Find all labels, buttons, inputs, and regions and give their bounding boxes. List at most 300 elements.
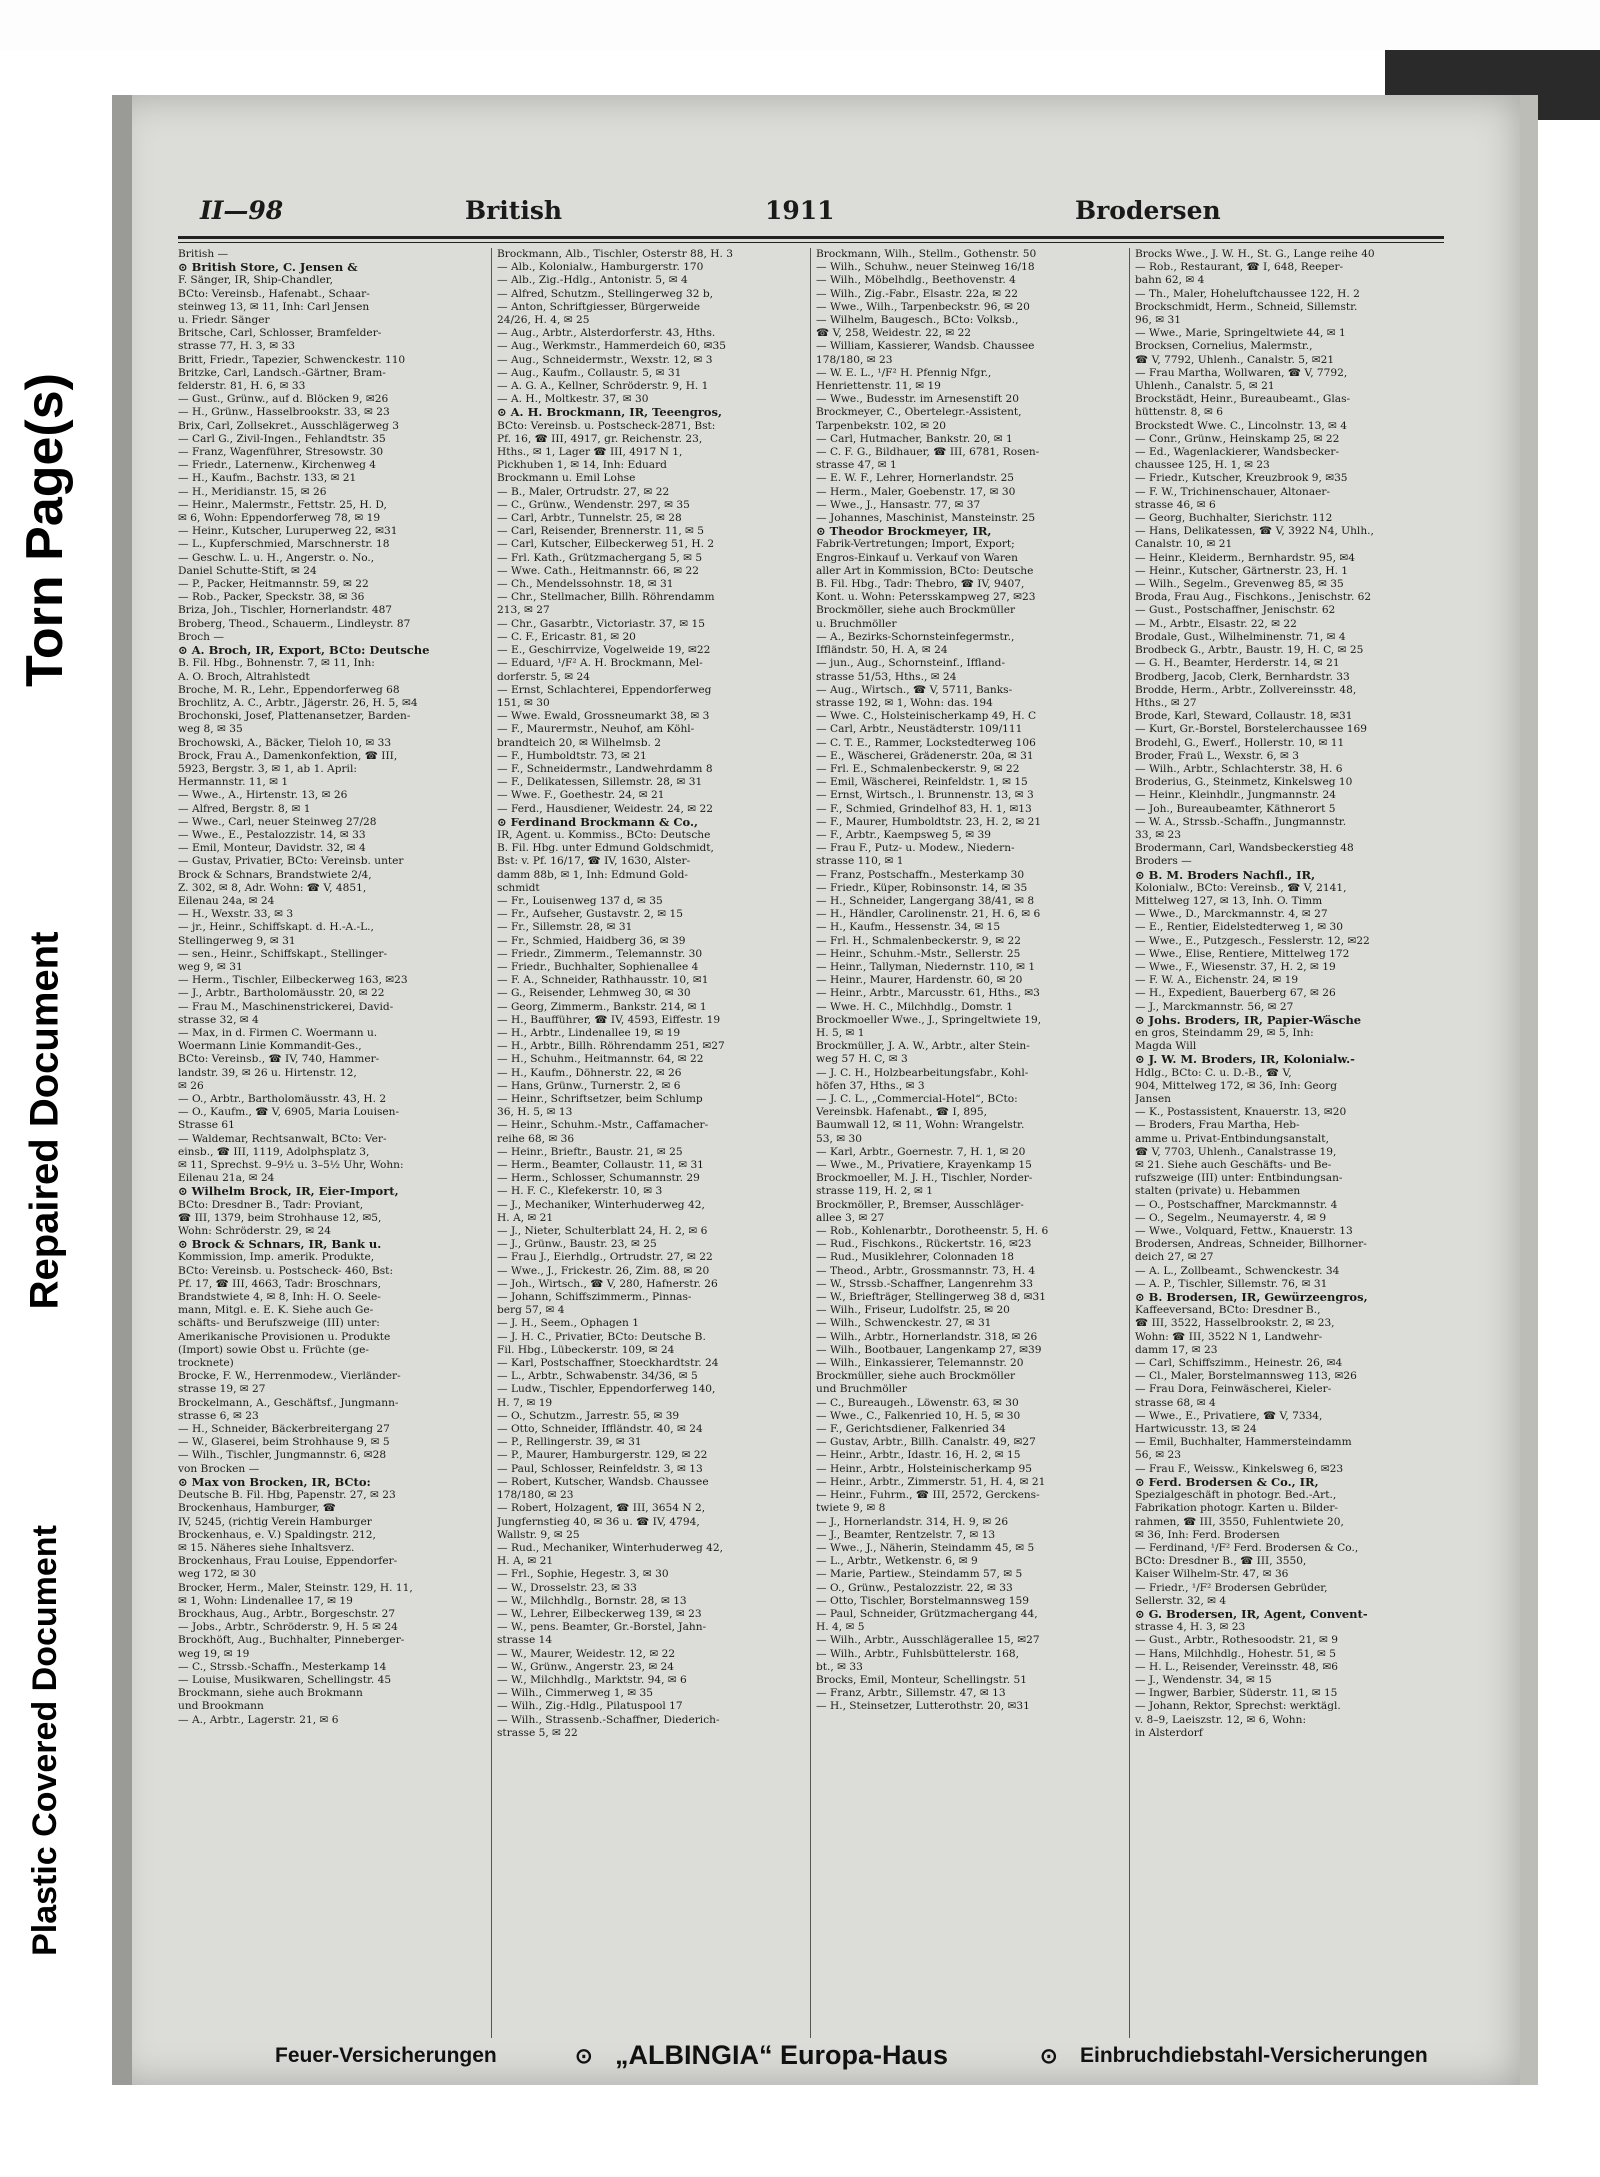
directory-entry-line: H. 5, ✉ 1 bbox=[816, 1026, 865, 1039]
directory-entry-line: Brockmann, Wilh., Stellm., Gothenstr. 50 bbox=[816, 248, 1037, 260]
directory-entry-line: — Hans, Delikatessen, ☎ V, 3922 N4, Uhlh., bbox=[1135, 525, 1374, 538]
directory-entry-line: — O., Schutzm., Jarrestr. 55, ✉ 39 bbox=[497, 1409, 680, 1422]
directory-entry-line: Henriettenstr. 11, ✉ 19 bbox=[816, 380, 941, 393]
directory-entry-line: — W. E. L., ¹/F² H. Pfennig Nfgr., bbox=[816, 366, 992, 379]
directory-entry-line: — H., Kaufm., Bachstr. 133, ✉ 21 bbox=[178, 472, 357, 485]
directory-entry-line: Brock, Frau A., Damenkonfektion, ☎ III, bbox=[178, 749, 398, 762]
directory-entry-line: — P., Packer, Heitmannstr. 59, ✉ 22 bbox=[178, 578, 369, 591]
directory-entry-line: Broberg, Theod., Schauerm., Lindleystr. 87 bbox=[178, 617, 411, 630]
directory-entry-line: — H., Kaufm., Döhnerstr. 22, ✉ 26 bbox=[497, 1066, 682, 1079]
directory-entry-line: landstr. 39, ✉ 26 u. Hirtenstr. 12, bbox=[178, 1066, 357, 1079]
directory-entry-line: 151, ✉ 30 bbox=[497, 696, 550, 709]
directory-entry-line: strasse 14 bbox=[497, 1634, 553, 1647]
directory-entry-line: — Hans, Milchhdlg., Hohestr. 51, ✉ 5 bbox=[1135, 1647, 1337, 1660]
footer-divider-icon: ⊙ bbox=[1040, 2045, 1058, 2068]
directory-entry-line: — E. W. F., Lehrer, Hornerlandstr. 25 bbox=[816, 472, 1015, 485]
directory-entry-line: — Wilh., Möbelhdlg., Beethovenstr. 4 bbox=[816, 274, 1016, 287]
directory-entry-line: Brandstwiete 4, ✉ 8, Inh: H. O. Seele- bbox=[178, 1291, 381, 1304]
directory-entry-line: — Heinr., Schuhm.-Mstr., Sellerstr. 25 bbox=[816, 947, 1021, 960]
directory-entry-line: weg 172, ✉ 30 bbox=[178, 1568, 257, 1581]
directory-entry-line: aller Art in Kommission, BCto: Deutsche bbox=[816, 564, 1034, 577]
directory-entry-line: — J. H. C., Privatier, BCto: Deutsche B. bbox=[497, 1330, 706, 1343]
directory-entry-line: — Franz, Wagenführer, Stresowstr. 30 bbox=[178, 446, 384, 459]
directory-entry-line: — Johann, Rektor, Sprechst: werktägl. bbox=[1135, 1700, 1341, 1713]
directory-entry-line: weg 19, ✉ 19 bbox=[178, 1647, 250, 1660]
directory-entry-line: — J., Marckmannstr. 56, ✉ 27 bbox=[1135, 1000, 1294, 1013]
directory-entry-line: — Paul, Schneider, Grützmachergang 44, bbox=[816, 1607, 1038, 1620]
directory-entry-line: schmidt bbox=[497, 881, 540, 894]
directory-entry-line: — Heinr., Maurer, Hardenstr. 60, ✉ 20 bbox=[816, 974, 1023, 987]
directory-entry-line: — Wwe., Volquard, Fettw., Knauerstr. 13 bbox=[1135, 1225, 1353, 1238]
directory-entry-line: — M., Arbtr., Elsastr. 22, ✉ 22 bbox=[1135, 617, 1297, 630]
condition-label-repaired bbox=[0, 840, 90, 1400]
directory-entry-line: — Wilh., Zig.-Hdlg., Pilatuspool 17 bbox=[497, 1700, 683, 1713]
directory-entry-line: — Wwe., J., Hansastr. 77, ✉ 37 bbox=[816, 498, 981, 511]
directory-entry-line: ⊙ Brock & Schnars, IR, Bank u. bbox=[178, 1238, 382, 1252]
directory-entry-line: weg 8, ✉ 35 bbox=[178, 723, 243, 736]
directory-entry-line: BCto: Dresdner B., Tadr: Proviant, bbox=[178, 1198, 364, 1211]
scan-top-margin bbox=[0, 0, 1600, 50]
directory-entry-line: ⊙ Theodor Brockmeyer, IR, bbox=[816, 525, 992, 539]
directory-entry-line: Magda Will bbox=[1135, 1040, 1197, 1053]
directory-entry-line: — sen., Heinr., Schiffskapt., Stellinger- bbox=[178, 947, 388, 960]
directory-entry-line: — Hans, Grünw., Turnerstr. 2, ✉ 6 bbox=[497, 1079, 681, 1092]
directory-entry-line: — Wwe. C., Holsteinischerkamp 49, H. C bbox=[816, 710, 1037, 723]
directory-entry-line: — Alfred, Schutzm., Stellingerweg 32 b, bbox=[497, 287, 713, 300]
directory-entry-line: ✉ 11, Sprechst. 9–9½ u. 3–5½ Uhr, Wohn: bbox=[178, 1159, 404, 1172]
page-edge bbox=[1520, 95, 1538, 2085]
directory-entry-line: ⊙ Max von Brocken, IR, BCto: bbox=[178, 1475, 371, 1489]
directory-entry-line: — J., Nieter, Schulterblatt 24, H. 2, ✉ 6 bbox=[497, 1225, 708, 1238]
directory-entry-line: Brochlitz, A. C., Arbtr., Jägerstr. 26, H. 5, ✉4 bbox=[178, 696, 418, 709]
directory-entry-line: — Rob., Packer, Speckstr. 38, ✉ 36 bbox=[178, 591, 365, 604]
directory-entry-line: ⊙ B. M. Broders Nachfl., IR, bbox=[1135, 868, 1316, 882]
directory-entry-line: A. O. Broch, Altrahlstedt bbox=[178, 670, 310, 683]
directory-entry-line: Canalstr. 10, ✉ 21 bbox=[1135, 538, 1233, 551]
directory-entry-line: damm 88b, ✉ 1, Inh: Edmund Gold- bbox=[497, 868, 688, 881]
directory-entry-line: — H., Baufführer, ☎ IV, 4593, Eiffestr. 19 bbox=[497, 1013, 721, 1026]
directory-entry-line: stalten (private) u. Hebammen bbox=[1135, 1185, 1301, 1198]
directory-entry-line: Brodde, Herm., Arbtr., Zollvereinsstr. 48, bbox=[1135, 683, 1357, 696]
directory-entry-line: Broda, Frau Aug., Fischkons., Jenischstr. 62 bbox=[1135, 591, 1372, 604]
directory-entry-line: — Aug., Kaufm., Collaustr. 5, ✉ 31 bbox=[497, 366, 682, 379]
directory-entry-line: en gros, Steindamm 29, ✉ 5, Inh: bbox=[1135, 1026, 1314, 1039]
directory-entry-line: ⊙ A. Broch, IR, Export, BCto: Deutsche bbox=[178, 644, 430, 658]
directory-entry-line: — Wwe., J., Frickestr. 26, Zim. 88, ✉ 20 bbox=[497, 1264, 710, 1277]
directory-entry-line: in Alsterdorf bbox=[1135, 1726, 1203, 1739]
directory-entry-line: — Heinr., Schriftsetzer, beim Schlump bbox=[497, 1093, 703, 1105]
directory-entry-line: — Johann, Schiffszimmerm., Pinnas- bbox=[497, 1291, 692, 1304]
directory-entry-line: — F., Arbtr., Kaempsweg 5, ✉ 39 bbox=[816, 828, 991, 841]
directory-entry-line: — Karl, Arbtr., Goernestr. 7, H. 1, ✉ 20 bbox=[816, 1145, 1026, 1158]
directory-entry-line: — Wwe., C., Falkenried 10, H. 5, ✉ 30 bbox=[816, 1409, 1021, 1422]
directory-entry-line: — H., Meridianstr. 15, ✉ 26 bbox=[178, 485, 327, 498]
directory-entry-line: IR, Agent. u. Kommiss., BCto: Deutsche bbox=[497, 828, 711, 841]
directory-entry-line: Kolonialw., BCto: Vereinsb., ☎ V, 2141, bbox=[1135, 881, 1347, 894]
directory-entry-line: — Frl. H., Schmalenbeckerstr. 9, ✉ 22 bbox=[816, 934, 1021, 947]
directory-entry-line: — H., Arbtr., Lindenallee 19, ✉ 19 bbox=[497, 1026, 681, 1039]
directory-entry-line: (Import) sowie Obst u. Früchte (ge- bbox=[178, 1343, 369, 1356]
directory-entry-line: — Franz, Arbtr., Sillemstr. 47, ✉ 13 bbox=[816, 1687, 1006, 1700]
directory-entry-line: — F., Schneidermstr., Landwehrdamm 8 bbox=[497, 762, 713, 775]
directory-entry-line: — Chr., Gasarbtr., Victoriastr. 37, ✉ 15 bbox=[497, 617, 705, 630]
directory-entry-line: — J., Arbtr., Bartholomäusstr. 20, ✉ 22 bbox=[178, 987, 385, 1000]
directory-entry-line: Britt, Friedr., Tapezier, Schwenckestr. 110 bbox=[178, 353, 406, 366]
directory-entry-line: — H., Expedient, Bauerberg 67, ✉ 26 bbox=[1135, 987, 1336, 1000]
directory-entry-line: — Wwe., E., Privatiere, ☎ V, 7334, bbox=[1135, 1409, 1323, 1422]
directory-entry-line: — Georg, Zimmerm., Bankstr. 214, ✉ 1 bbox=[497, 1000, 707, 1013]
header-year: 1911 bbox=[765, 196, 835, 225]
directory-entry-line: Brocks, Emil, Monteur, Schellingstr. 51 bbox=[816, 1673, 1027, 1686]
directory-entry-line: — J., Hornerlandstr. 314, H. 9, ✉ 26 bbox=[816, 1515, 1009, 1528]
directory-entry-line: — Wwe., E., Pestalozzistr. 14, ✉ 33 bbox=[178, 828, 366, 841]
directory-entry-line: — jun., Aug., Schornsteinf., Iffland- bbox=[816, 657, 1006, 670]
directory-entry-line: — Wwe., J., Näherin, Steindamm 45, ✉ 5 bbox=[816, 1541, 1035, 1554]
column-divider bbox=[1129, 248, 1130, 2038]
directory-entry-line: — Gustav, Privatier, BCto: Vereinsb. unter bbox=[178, 855, 404, 868]
directory-columns bbox=[178, 248, 1444, 2038]
directory-entry-line: — Wilh., Friseur, Ludolfstr. 25, ✉ 20 bbox=[816, 1304, 1010, 1317]
directory-entry-line: strasse 47, ✉ 1 bbox=[816, 459, 897, 472]
directory-entry-line: — H., Wexstr. 33, ✉ 3 bbox=[178, 908, 294, 921]
directory-entry-line: 178/180, ✉ 23 bbox=[497, 1489, 574, 1502]
directory-entry-line: — Friedr., Küper, Robinsonstr. 14, ✉ 35 bbox=[816, 881, 1028, 894]
directory-entry-line: Bst: v. Pf. 16/17, ☎ IV, 1630, Alster- bbox=[497, 855, 691, 868]
directory-entry-line: — O., Postschaffner, Marckmannstr. 4 bbox=[1135, 1198, 1338, 1211]
directory-entry-line: ✉ 21. Siehe auch Geschäfts- und Be- bbox=[1135, 1159, 1332, 1172]
directory-entry-line: ⊙ Ferd. Brodersen & Co., IR, bbox=[1135, 1475, 1319, 1489]
directory-entry-line: — Geschw. L. u. H., Angerstr. o. No., bbox=[178, 551, 375, 564]
directory-entry-line: Brockstedt Wwe. C., Lincolnstr. 13, ✉ 4 bbox=[1135, 419, 1348, 432]
directory-entry-line: Brockschmidt, Herm., Schneid, Sillemstr. bbox=[1135, 300, 1358, 313]
directory-entry-line: — J., Wendenstr. 34, ✉ 15 bbox=[1135, 1673, 1272, 1686]
directory-entry-line: — C. F. G., Bildhauer, ☎ III, 6781, Rosen- bbox=[816, 446, 1040, 459]
page-binding-strip bbox=[112, 95, 132, 2085]
directory-entry-line: — Wwe. F., Goethestr. 24, ✉ 21 bbox=[497, 789, 665, 802]
directory-entry-line: — E., Wäscherei, Grädenerstr. 20a, ✉ 31 bbox=[816, 749, 1034, 762]
directory-entry-line: Fabrikation photogr. Karten u. Bilder- bbox=[1135, 1502, 1338, 1515]
directory-entry-line: B. Fil. Hbg. unter Edmund Goldschmidt, bbox=[497, 842, 714, 855]
directory-entry-line: — Herm., Beamter, Collaustr. 11, ✉ 31 bbox=[497, 1159, 704, 1172]
directory-entry-line: — Ed., Wagenlackierer, Wandsbecker- bbox=[1135, 446, 1340, 459]
directory-entry-line: BCto: Vereinsb., Hafenabt., Schaar- bbox=[178, 287, 370, 300]
directory-entry-line: Broder, Fraü L., Wexstr. 6, ✉ 3 bbox=[1135, 749, 1300, 762]
directory-entry-line: — Wilh., Bootbauer, Langenkamp 27, ✉39 bbox=[816, 1343, 1042, 1356]
directory-entry-line: ⊙ G. Brodersen, IR, Agent, Convent- bbox=[1135, 1607, 1368, 1621]
directory-entry-line: ⊙ Ferdinand Brockmann & Co., bbox=[497, 815, 698, 829]
directory-entry-line: ⊙ Johs. Broders, IR, Papier-Wäsche bbox=[1135, 1013, 1362, 1027]
directory-entry-line: Sellerstr. 32, ✉ 4 bbox=[1135, 1594, 1227, 1607]
directory-entry-line: Kommission, Imp. amerik. Produkte, bbox=[178, 1251, 375, 1264]
directory-entry-line: — Heinr., Arbtr., Marcusstr. 61, Hths., ✉3 bbox=[816, 987, 1040, 1000]
directory-entry-line: Brockenhaus, Frau Louise, Eppendorfer- bbox=[178, 1555, 398, 1568]
directory-entry-line: — Frau M., Maschinenstrickerei, David- bbox=[178, 1000, 394, 1013]
directory-entry-line: Brockmann u. Emil Lohse bbox=[497, 472, 636, 485]
directory-entry-line: u. Friedr. Sänger bbox=[178, 314, 270, 327]
header-left-word: British bbox=[465, 196, 563, 225]
directory-entry-line: ☎ V, 7792, Uhlenh., Canalstr. 5, ✉21 bbox=[1135, 353, 1335, 366]
directory-entry-line: — Wilh., Cimmerweg 1, ✉ 35 bbox=[497, 1687, 653, 1700]
directory-entry-line: British — bbox=[178, 248, 229, 260]
directory-entry-line: — Friedr., Kutscher, Kreuzbrook 9, ✉35 bbox=[1135, 472, 1348, 485]
directory-entry-line: Baumwall 12, ✉ 11, Wohn: Wrangelstr. bbox=[816, 1119, 1025, 1132]
directory-entry-line: — O., Kaufm., ☎ V, 6905, Maria Louisen- bbox=[178, 1106, 400, 1119]
directory-entry-line: Wohn: ☎ III, 3522 N 1, Landwehr- bbox=[1135, 1330, 1323, 1343]
directory-entry-line: — Heinr., Kutscher, Luruperweg 22, ✉31 bbox=[178, 525, 398, 538]
directory-entry-line: Iffländstr. 50, H. A, ✉ 24 bbox=[816, 644, 948, 657]
directory-entry-line: — J. C. L., „Commercial-Hotel“, BCto: bbox=[816, 1093, 1018, 1105]
directory-entry-line: — W., pens. Beamter, Gr.-Borstel, Jahn- bbox=[497, 1621, 707, 1634]
directory-entry-line: Broche, M. R., Lehr., Eppendorferweg 68 bbox=[178, 683, 400, 696]
directory-entry-line: — Friedr., Zimmerm., Telemannstr. 30 bbox=[497, 947, 703, 960]
directory-entry-line: — Heinr., Kleiderm., Bernhardstr. 95, ✉4 bbox=[1135, 551, 1355, 564]
directory-entry-line: ☎ III, 3522, Hasselbrookstr. 2, ✉ 23, bbox=[1135, 1317, 1335, 1330]
directory-entry-line: Fil. Hbg., Lübeckerstr. 109, ✉ 24 bbox=[497, 1343, 675, 1356]
directory-entry-line: dorferstr. 5, ✉ 24 bbox=[497, 670, 591, 683]
directory-entry-line: — J. C. H., Holzbearbeitungsfabr., Kohl- bbox=[816, 1066, 1029, 1079]
directory-entry-line: strasse 119, H. 2, ✉ 1 bbox=[816, 1185, 933, 1198]
directory-entry-line: — Emil, Monteur, Davidstr. 32, ✉ 4 bbox=[178, 842, 366, 855]
directory-entry-line: — J. H., Seem., Ophagen 1 bbox=[497, 1317, 639, 1330]
directory-entry-line: — J., Grünw., Baustr. 23, ✉ 25 bbox=[497, 1238, 657, 1251]
directory-entry-line: — Heinr., Kleinhdlr., Jungmannstr. 24 bbox=[1135, 789, 1336, 802]
directory-entry-line: — Heinr., Schuhm.-Mstr., Caffamacher- bbox=[497, 1119, 709, 1132]
directory-entry-line: chaussee 125, H. 1, ✉ 23 bbox=[1135, 459, 1270, 472]
directory-entry-line: — Herm., Maler, Goebenstr. 17, ✉ 30 bbox=[816, 485, 1016, 498]
directory-entry-line: Eilenau 21a, ✉ 24 bbox=[178, 1172, 275, 1185]
directory-entry-line: strasse 5, ✉ 22 bbox=[497, 1726, 578, 1739]
directory-entry-line: — Carl, Arbtr., Tunnelstr. 25, ✉ 28 bbox=[497, 512, 682, 525]
directory-column-3 bbox=[816, 248, 1116, 2038]
directory-entry-line: — Heinr., Tallyman, Niedernstr. 110, ✉ 1 bbox=[816, 960, 1036, 973]
directory-entry-line: ⊙ B. Brodersen, IR, Gewürzeengros, bbox=[1135, 1291, 1368, 1305]
directory-entry-line: Hths., ✉ 27 bbox=[1135, 696, 1197, 709]
directory-entry-line: Brocker, Herm., Maler, Steinstr. 129, H. 11, bbox=[178, 1581, 413, 1594]
directory-entry-line: — W., Lehrer, Eilbeckerweg 139, ✉ 23 bbox=[497, 1607, 702, 1620]
directory-entry-line: — Conr., Grünw., Heinskamp 25, ✉ 22 bbox=[1135, 432, 1340, 445]
directory-entry-line: — L., Arbtr., Schwabenstr. 34/36, ✉ 5 bbox=[497, 1370, 698, 1383]
directory-entry-line: — Ch., Mendelssohnstr. 18, ✉ 31 bbox=[497, 578, 674, 591]
directory-entry-line: — Otto, Tischler, Borstelmannsweg 159 bbox=[816, 1594, 1029, 1607]
directory-entry-line: — H., Arbtr., Billh. Röhrendamm 251, ✉27 bbox=[497, 1040, 725, 1053]
directory-entry-line: — Fr., Sillemstr. 28, ✉ 31 bbox=[497, 921, 633, 934]
directory-entry-line: Stellingerweg 9, ✉ 31 bbox=[178, 934, 296, 947]
directory-entry-line: — W., Milchhdlg., Bornstr. 28, ✉ 13 bbox=[497, 1594, 687, 1607]
directory-entry-line: — G. H., Beamter, Herderstr. 14, ✉ 21 bbox=[1135, 657, 1340, 670]
directory-entry-line: Brodersen, Andreas, Schneider, Billhorner- bbox=[1135, 1238, 1367, 1251]
directory-entry-line: — Wilh., Tischler, Jungmannstr. 6, ✉28 bbox=[178, 1449, 387, 1462]
directory-entry-line: — Robert, Holzagent, ☎ III, 3654 N 2, bbox=[497, 1502, 706, 1515]
directory-entry-line: — Frau Dora, Feinwäscherei, Kieler- bbox=[1135, 1383, 1332, 1396]
directory-entry-line: 904, Mittelweg 172, ✉ 36, Inh: Georg bbox=[1135, 1079, 1337, 1092]
directory-entry-line: Brockmüller, J. A. W., Arbtr., alter Stein- bbox=[816, 1040, 1030, 1053]
directory-entry-line: — Joh., Bureaubeamter, Käthnerort 5 bbox=[1135, 802, 1336, 815]
directory-entry-line: Brodermann, Carl, Wandsbeckerstieg 48 bbox=[1135, 842, 1354, 855]
directory-entry-line: — Wwe., Marie, Springeltwiete 44, ✉ 1 bbox=[1135, 327, 1346, 340]
directory-entry-line: 5923, Bergstr. 3, ✉ 1, ab 1. April: bbox=[178, 762, 357, 775]
directory-entry-line: — Friedr., Laternenw., Kirchenweg 4 bbox=[178, 459, 377, 472]
directory-entry-line: — Alb., Zig.-Hdlg., Antonistr. 5, ✉ 4 bbox=[497, 274, 688, 287]
directory-entry-line: reihe 68, ✉ 36 bbox=[497, 1132, 575, 1145]
directory-entry-line: und Bruchmöller bbox=[816, 1383, 907, 1396]
directory-entry-line: — J., Mechaniker, Winterhuderweg 42, bbox=[497, 1198, 705, 1211]
directory-entry-line: allee 3, ✉ 27 bbox=[816, 1211, 885, 1224]
directory-entry-line: — Eduard, ¹/F² A. H. Brockmann, Mel- bbox=[497, 657, 703, 670]
directory-entry-line: schäfts- und Berufszweige (III) unter: bbox=[178, 1317, 380, 1330]
directory-entry-line: — Ferdinand, ¹/F² Ferd. Brodersen & Co., bbox=[1135, 1541, 1359, 1554]
directory-entry-line: twiete 9, ✉ 8 bbox=[816, 1502, 886, 1515]
directory-entry-line: — F. W., Trichinenschauer, Altonaer- bbox=[1135, 485, 1331, 498]
directory-entry-line: rufszweige (III) unter: Entbindungsan- bbox=[1135, 1172, 1343, 1185]
directory-entry-line: — L., Arbtr., Wetkenstr. 6, ✉ 9 bbox=[816, 1555, 978, 1568]
directory-entry-line: — K., Postassistent, Knauerstr. 13, ✉20 bbox=[1135, 1106, 1347, 1119]
directory-entry-line: — Wilh., Segelm., Grevenweg 85, ✉ 35 bbox=[1135, 578, 1344, 591]
directory-entry-line: — Rud., Musiklehrer, Colonnaden 18 bbox=[816, 1251, 1014, 1264]
directory-entry-line: strasse 19, ✉ 27 bbox=[178, 1383, 266, 1396]
directory-entry-line: — Heinr., Arbtr., Holsteinischerkamp 95 bbox=[816, 1462, 1032, 1475]
directory-entry-line: — A., Arbtr., Lagerstr. 21, ✉ 6 bbox=[178, 1713, 339, 1726]
directory-entry-line: Pf. 16, ☎ III, 4917, gr. Reichenstr. 23, bbox=[497, 432, 703, 445]
directory-entry-line: 24/26, H. 4, ✉ 25 bbox=[497, 314, 590, 327]
directory-entry-line: — Fr., Aufseher, Gustavstr. 2, ✉ 15 bbox=[497, 908, 683, 921]
directory-entry-line: — Aug., Wirtsch., ☎ V, 5711, Banks- bbox=[816, 683, 1013, 696]
directory-entry-line: Brochonski, Josef, Plattenansetzer, Barden- bbox=[178, 710, 411, 723]
directory-entry-line: Hths., ✉ 1, Lager ☎ III, 4917 N 1, bbox=[497, 446, 683, 459]
directory-entry-line: — Aug., Arbtr., Alsterdorferstr. 43, Hths. bbox=[497, 327, 716, 340]
footer-right-text: Einbruchdiebstahl-Versicherungen bbox=[1080, 2044, 1428, 2067]
directory-entry-line: Vereinsbk. Hafenabt., ☎ I, 895, bbox=[816, 1106, 987, 1119]
directory-entry-line: — Wilh., Schuhw., neuer Steinweg 16/18 bbox=[816, 261, 1035, 274]
directory-entry-line: — H., Grünw., Hasselbrookstr. 33, ✉ 23 bbox=[178, 406, 390, 419]
directory-entry-line: Brockhaus, Aug., Arbtr., Borgeschstr. 27 bbox=[178, 1607, 396, 1620]
directory-entry-line: und Brookmann bbox=[178, 1700, 264, 1713]
directory-entry-line: Briza, Joh., Tischler, Hornerlandstr. 487 bbox=[178, 604, 393, 617]
directory-entry-line: — W., Strssb.-Schaffner, Langenrehm 33 bbox=[816, 1277, 1033, 1290]
directory-entry-line: ☎ V, 258, Weidestr. 22, ✉ 22 bbox=[816, 327, 972, 340]
directory-entry-line: — Ferd., Hausdiener, Weidestr. 24, ✉ 22 bbox=[497, 802, 713, 815]
directory-entry-line: strasse 32, ✉ 4 bbox=[178, 1013, 259, 1026]
directory-entry-line: — Franz, Postschaffn., Mesterkamp 30 bbox=[816, 868, 1025, 881]
directory-entry-line: Daniel Schutte-Stift, ✉ 24 bbox=[178, 564, 317, 577]
directory-entry-line: Tarpenbekstr. 102, ✉ 20 bbox=[816, 419, 946, 432]
directory-entry-line: BCto: Vereinsb. u. Postscheck-2871, Bst: bbox=[497, 419, 716, 432]
directory-entry-line: — C. F., Ericastr. 81, ✉ 20 bbox=[497, 630, 636, 643]
page-header bbox=[165, 196, 1445, 236]
directory-entry-line: Jansen bbox=[1135, 1093, 1171, 1105]
directory-entry-line: Pf. 17, ☎ III, 4663, Tadr: Broschnars, bbox=[178, 1277, 381, 1290]
directory-entry-line: Brockenhaus, e. V.) Spaldingstr. 212, bbox=[178, 1528, 376, 1541]
directory-entry-line: von Brocken — bbox=[178, 1462, 260, 1475]
directory-entry-line: — H. L., Reisender, Vereinsstr. 48, ✉6 bbox=[1135, 1660, 1339, 1673]
directory-entry-line: strasse 77, H. 3, ✉ 33 bbox=[178, 340, 295, 353]
directory-entry-line: — Rob., Restaurant, ☎ I, 648, Reeper- bbox=[1135, 261, 1344, 274]
directory-entry-line: weg 9, ✉ 31 bbox=[178, 960, 243, 973]
directory-entry-line: Hdlg., BCto: C. u. D.-B., ☎ V, bbox=[1135, 1066, 1292, 1079]
directory-entry-line: — Louise, Musikwaren, Schellingstr. 45 bbox=[178, 1673, 392, 1686]
directory-entry-line: — Carl, Kutscher, Eilbeckerweg 51, H. 2 bbox=[497, 538, 715, 551]
directory-entry-line: — Johannes, Maschinist, Mansteinstr. 25 bbox=[816, 512, 1036, 525]
directory-entry-line: — F., Humboldtstr. 73, ✉ 21 bbox=[497, 749, 647, 762]
directory-entry-line: ✉ 15. Näheres siehe Inhaltsverz. bbox=[178, 1541, 355, 1554]
directory-entry-line: Brocksen, Cornelius, Malermstr., bbox=[1135, 340, 1313, 353]
directory-entry-line: ⊙ J. W. M. Broders, IR, Kolonialw.- bbox=[1135, 1053, 1355, 1067]
directory-entry-line: — Frau F., Putz- u. Modew., Niedern- bbox=[816, 842, 1015, 855]
directory-entry-line: — Karl, Postschaffner, Stoeckhardtstr. 24 bbox=[497, 1357, 719, 1370]
directory-entry-line: BCto: Dresdner B., ☎ III, 3550, bbox=[1135, 1555, 1307, 1568]
directory-column-1 bbox=[178, 248, 478, 2038]
directory-entry-line: mann, Mitgl. e. E. K. Siehe auch Ge- bbox=[178, 1304, 374, 1317]
directory-entry-line: ⊙ Wilhelm Brock, IR, Eier-Import, bbox=[178, 1185, 399, 1199]
directory-entry-line: — H., Kaufm., Hessenstr. 34, ✉ 15 bbox=[816, 921, 1001, 934]
directory-entry-line: — Wilh., Arbtr., Hornerlandstr. 318, ✉ 26 bbox=[816, 1330, 1038, 1343]
footer-divider-icon: ⊙ bbox=[575, 2045, 593, 2068]
directory-entry-line: — William, Kassierer, Wandsb. Chaussee bbox=[816, 340, 1035, 353]
directory-entry-line: Engros-Einkauf u. Verkauf von Waren bbox=[816, 551, 1018, 564]
directory-entry-line: — Wwe., Elise, Rentiere, Mittelweg 172 bbox=[1135, 947, 1350, 960]
header-rule-thin bbox=[178, 242, 1444, 243]
directory-entry-line: — A. H., Moltkestr. 37, ✉ 30 bbox=[497, 393, 649, 406]
directory-entry-line: — Herm., Schlosser, Schumannstr. 29 bbox=[497, 1172, 700, 1185]
directory-entry-line: Brochowski, A., Bäcker, Tieloh 10, ✉ 33 bbox=[178, 736, 392, 749]
directory-entry-line: — C., Grünw., Wendenstr. 297, ✉ 35 bbox=[497, 498, 690, 511]
directory-entry-line: Broch — bbox=[178, 630, 224, 643]
directory-entry-line: F. Sänger, IR, Ship-Chandler, bbox=[178, 274, 334, 287]
directory-entry-line: Brodehl, G., Ewerf., Hollerstr. 10, ✉ 11 bbox=[1135, 736, 1345, 749]
directory-column-4 bbox=[1135, 248, 1435, 2038]
directory-entry-line: — Friedr., ¹/F² Brodersen Gebrüder, bbox=[1135, 1581, 1328, 1594]
directory-entry-line: — Heinr., Arbtr., Idastr. 16, H. 2, ✉ 15 bbox=[816, 1449, 1021, 1462]
directory-entry-line: — F., Delikatessen, Sillemstr. 28, ✉ 31 bbox=[497, 776, 703, 789]
column-divider bbox=[491, 248, 492, 2038]
directory-entry-line: — Carl, Schiffszimm., Heinestr. 26, ✉4 bbox=[1135, 1357, 1343, 1370]
directory-entry-line: rahmen, ☎ III, 3550, Fuhlentwiete 20, bbox=[1135, 1515, 1344, 1528]
directory-entry-line: — Otto, Schneider, Iffländstr. 40, ✉ 24 bbox=[497, 1423, 703, 1436]
directory-entry-line: felderstr. 81, H. 6, ✉ 33 bbox=[178, 380, 306, 393]
directory-entry-line: — Ludw., Tischler, Eppendorferweg 140, bbox=[497, 1383, 716, 1396]
directory-entry-line: Brockmeyer, C., Obertelegr.-Assistent, bbox=[816, 406, 1022, 419]
condition-label-repaired-text: Repaired Document bbox=[22, 931, 67, 1309]
directory-entry-line: Spezialgeschäft in photogr. Bed.-Art., bbox=[1135, 1489, 1337, 1502]
directory-entry-line: — B., Maler, Ortrudstr. 27, ✉ 22 bbox=[497, 485, 670, 498]
directory-entry-line: Brockenhaus, Hamburger, ☎ bbox=[178, 1502, 336, 1515]
directory-entry-line: Brockmann, siehe auch Brokmann bbox=[178, 1687, 363, 1700]
directory-entry-line: — Wwe., Carl, neuer Steinweg 27/28 bbox=[178, 815, 377, 828]
directory-entry-line: strasse 6, ✉ 23 bbox=[178, 1409, 259, 1422]
directory-entry-line: — W., Maurer, Weidestr. 12, ✉ 22 bbox=[497, 1647, 676, 1660]
directory-entry-line: — Carl, Hutmacher, Bankstr. 20, ✉ 1 bbox=[816, 432, 1013, 445]
directory-entry-line: Deutsche B. Fil. Hbg, Papenstr. 27, ✉ 23 bbox=[178, 1489, 396, 1502]
directory-entry-line: Broderius, G., Steinmetz, Kinkelsweg 10 bbox=[1135, 776, 1353, 789]
directory-entry-line: — Heinr., Fuhrm., ☎ III, 2572, Gerckens- bbox=[816, 1489, 1040, 1502]
directory-entry-line: Brockelmann, A., Geschäftsf., Jungmann- bbox=[178, 1396, 399, 1409]
directory-entry-line: — Aug., Schneidermstr., Wexstr. 12, ✉ 3 bbox=[497, 353, 713, 366]
directory-entry-line: — Fr., Louisenweg 137 d, ✉ 35 bbox=[497, 894, 663, 907]
directory-entry-line: — P., Maurer, Hamburgerstr. 129, ✉ 22 bbox=[497, 1449, 708, 1462]
directory-entry-line: — Th., Maler, Hoheluftchaussee 122, H. 2 bbox=[1135, 287, 1360, 300]
directory-entry-line: Kaffeeversand, BCto: Dresdner B., bbox=[1135, 1304, 1321, 1317]
directory-entry-line: Kont. u. Wohn: Petersskampweg 27, ✉23 bbox=[816, 591, 1036, 604]
directory-entry-line: ✉ 6, Wohn: Eppendorferweg 78, ✉ 19 bbox=[178, 512, 381, 525]
directory-entry-line: — Wilh., Arbtr., Fuhlsbüttelerstr. 168, bbox=[816, 1647, 1019, 1660]
directory-entry-line: höfen 37, Hths., ✉ 3 bbox=[816, 1079, 925, 1092]
directory-entry-line: — F. A., Schneider, Rathhausstr. 10, ✉1 bbox=[497, 974, 709, 987]
directory-entry-line: Brocke, F. W., Herrenmodew., Vierländer- bbox=[178, 1370, 401, 1383]
directory-entry-line: strasse 4, H. 3, ✉ 23 bbox=[1135, 1621, 1246, 1634]
directory-entry-line: BCto: Vereinsb., ☎ IV, 740, Hammer- bbox=[178, 1053, 380, 1066]
directory-entry-line: Hermannstr. 11, ✉ 1 bbox=[178, 776, 289, 789]
directory-column-2 bbox=[497, 248, 797, 2038]
directory-entry-line: — Wwe., E., Putzgesch., Fesslerstr. 12, ✉22 bbox=[1135, 934, 1370, 947]
